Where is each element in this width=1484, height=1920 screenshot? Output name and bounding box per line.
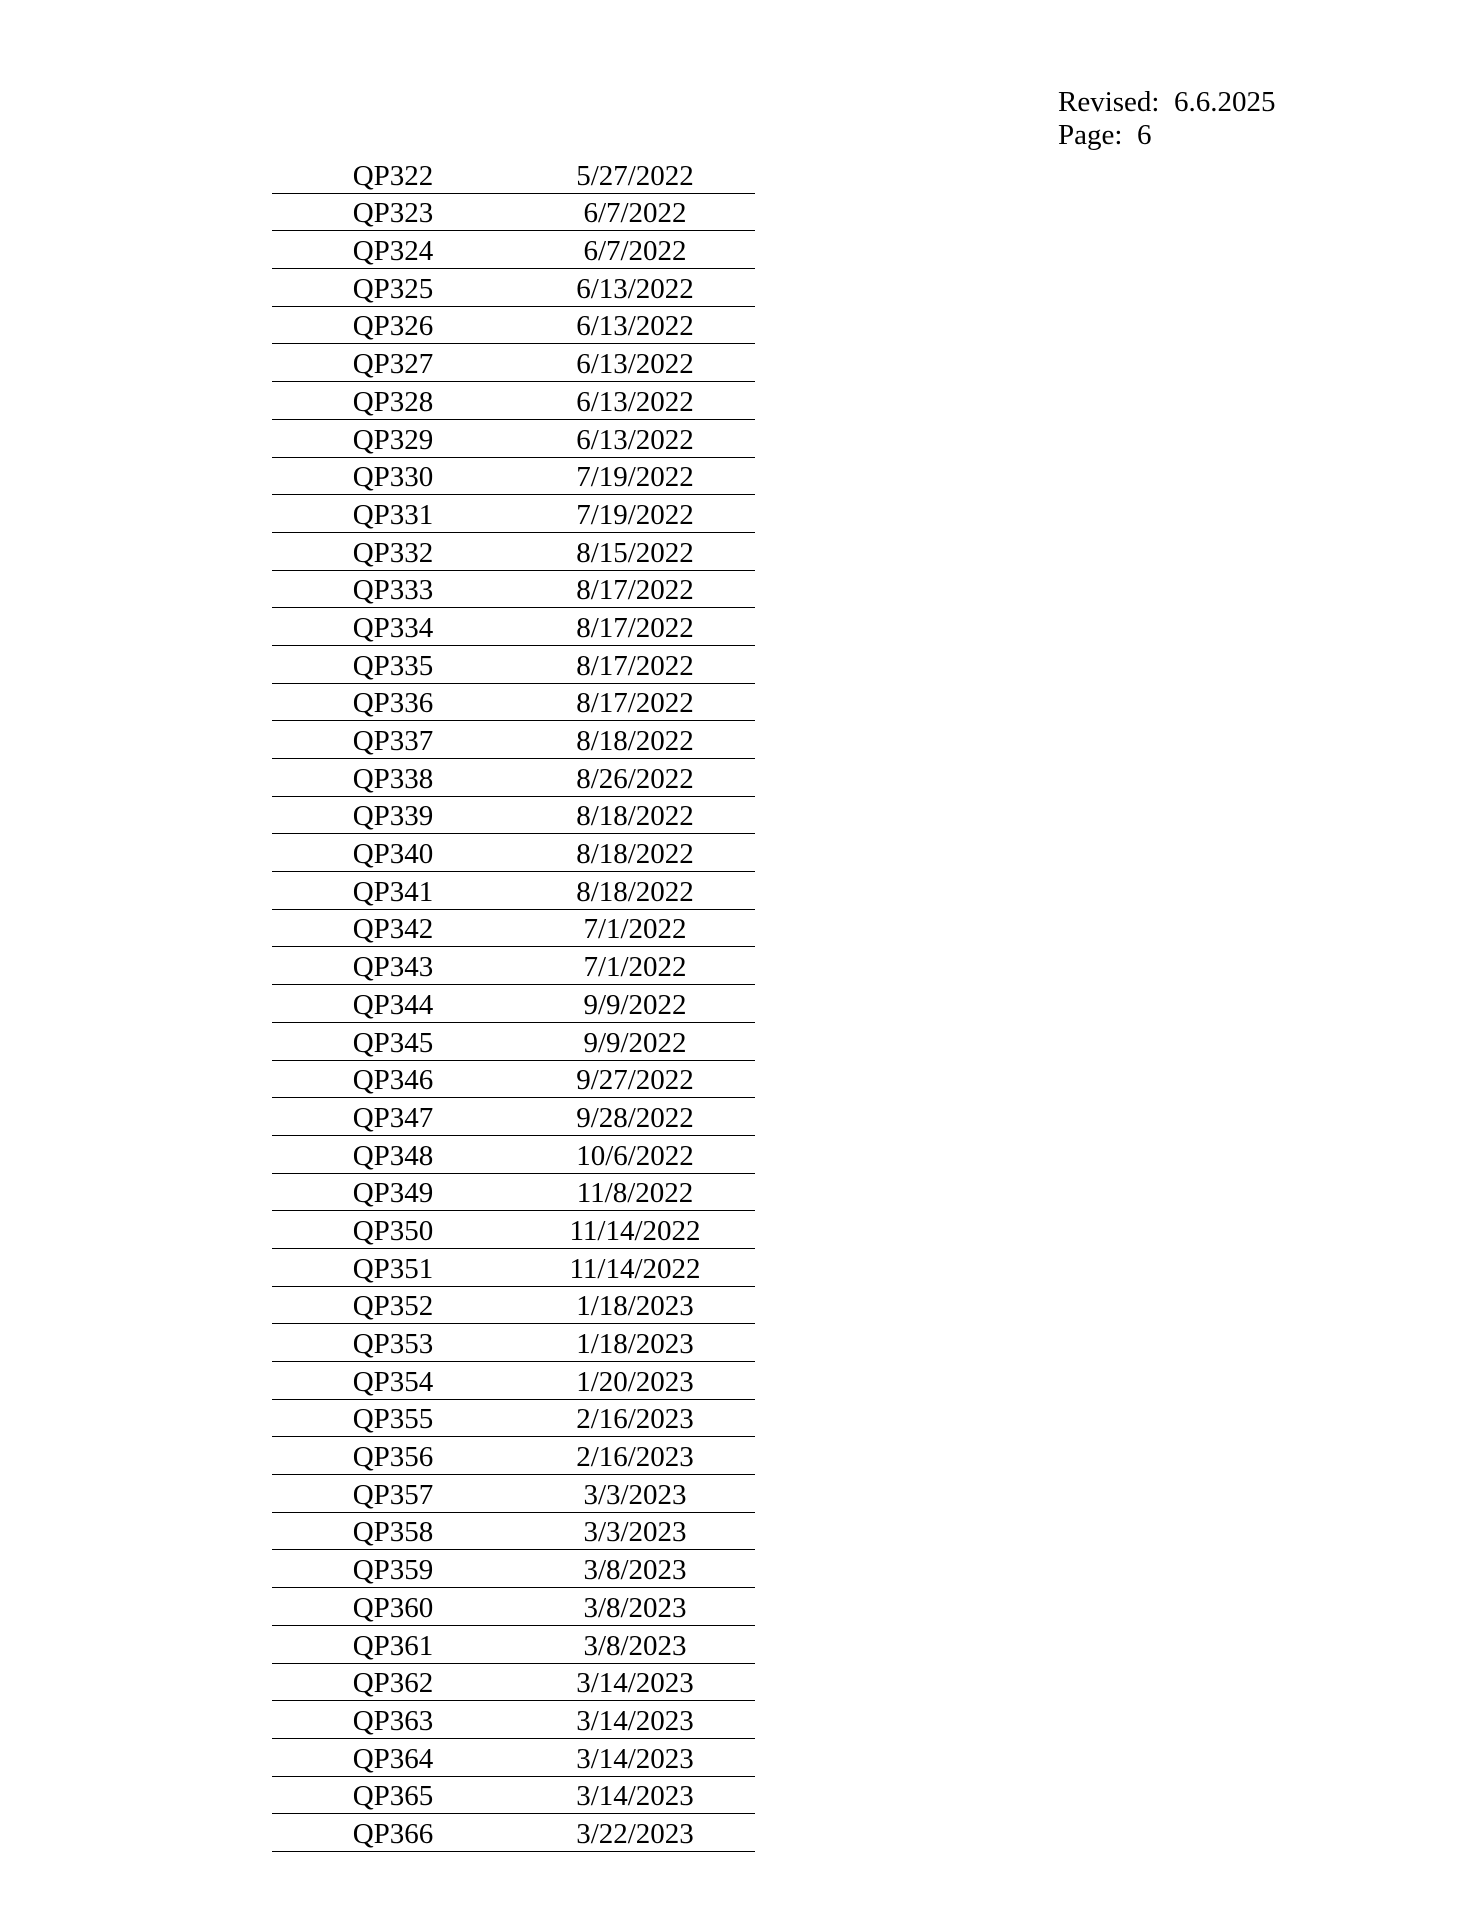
- qp-code-cell: QP366: [352, 1817, 434, 1850]
- table-row: [272, 1061, 755, 1099]
- table-row: [272, 985, 755, 1023]
- qp-code-cell: QP355: [352, 1403, 434, 1436]
- date-cell: 6/13/2022: [576, 272, 694, 305]
- date-cell: 6/7/2022: [583, 197, 687, 230]
- qp-code-cell: QP341: [352, 875, 434, 908]
- qp-code-cell: QP349: [352, 1177, 434, 1210]
- table-row: [272, 721, 755, 759]
- table-row: [272, 1701, 755, 1739]
- date-cell: 3/14/2023: [576, 1704, 694, 1737]
- table-row: [272, 1023, 755, 1061]
- table-row: [272, 382, 755, 420]
- qp-code-cell: QP322: [352, 159, 434, 192]
- date-cell: 9/9/2022: [583, 1026, 687, 1059]
- table-row: [272, 194, 755, 232]
- table-row: [272, 1588, 755, 1626]
- qp-code-cell: QP360: [352, 1591, 434, 1624]
- qp-code-cell: QP348: [352, 1139, 434, 1172]
- date-cell: 3/14/2023: [576, 1667, 694, 1700]
- qp-code-cell: QP357: [352, 1478, 434, 1511]
- table-row: [272, 910, 755, 948]
- qp-code-cell: QP365: [352, 1780, 434, 1813]
- qp-code-cell: QP362: [352, 1667, 434, 1700]
- qp-code-cell: QP354: [352, 1365, 434, 1398]
- date-cell: 6/13/2022: [576, 348, 694, 381]
- date-cell: 8/17/2022: [576, 574, 694, 607]
- revised-label: Revised:: [1058, 86, 1160, 118]
- date-cell: 6/13/2022: [576, 423, 694, 456]
- qp-code-cell: QP335: [352, 649, 434, 682]
- qp-code-cell: QP324: [352, 235, 434, 268]
- qp-code-cell: QP329: [352, 423, 434, 456]
- table-row: [272, 646, 755, 684]
- date-cell: 3/8/2023: [583, 1554, 687, 1587]
- date-cell: 8/18/2022: [576, 725, 694, 757]
- table-row: [272, 1437, 755, 1475]
- qp-code-cell: QP345: [352, 1026, 434, 1059]
- qp-code-cell: QP347: [352, 1101, 434, 1134]
- table-row: [272, 1136, 755, 1174]
- qp-code-cell: QP352: [352, 1290, 434, 1323]
- date-cell: 11/14/2022: [569, 1252, 701, 1285]
- table-row: [272, 1739, 755, 1777]
- qp-code-cell: QP363: [352, 1704, 434, 1737]
- table-row: [272, 1400, 755, 1438]
- table-row: [272, 1814, 755, 1852]
- table-row: [272, 571, 755, 609]
- table-row: [272, 533, 755, 571]
- date-cell: 2/16/2023: [576, 1441, 694, 1474]
- qp-code-cell: QP326: [352, 310, 434, 343]
- table-row: [272, 495, 755, 533]
- qp-code-cell: QP359: [352, 1554, 434, 1587]
- date-cell: 3/8/2023: [583, 1629, 687, 1662]
- qp-code-cell: QP328: [352, 385, 434, 418]
- qp-code-cell: QP350: [352, 1214, 434, 1247]
- table-row: [272, 1324, 755, 1362]
- table-row: [272, 1626, 755, 1664]
- date-cell: 11/14/2022: [569, 1214, 701, 1247]
- date-cell: 11/8/2022: [576, 1177, 694, 1210]
- qp-code-cell: QP340: [352, 838, 434, 871]
- table-row: [272, 684, 755, 722]
- date-cell: 8/26/2022: [576, 762, 694, 795]
- qp-code-cell: QP338: [352, 762, 434, 795]
- date-cell: 3/22/2023: [576, 1817, 694, 1850]
- qp-code-cell: QP323: [352, 197, 434, 230]
- revised-date: 6.6.2025: [1174, 86, 1276, 118]
- date-cell: 9/28/2022: [576, 1101, 694, 1134]
- table-row: [272, 834, 755, 872]
- qp-code-cell: QP332: [352, 536, 434, 569]
- table-row: [272, 608, 755, 646]
- date-cell: 6/13/2022: [576, 385, 694, 418]
- date-cell: 3/8/2023: [583, 1591, 687, 1624]
- table-row: [272, 1513, 755, 1551]
- table-row: [272, 797, 755, 835]
- date-cell: 8/15/2022: [576, 536, 694, 569]
- date-cell: 8/17/2022: [576, 611, 694, 644]
- qp-code-cell: QP337: [352, 725, 434, 757]
- date-cell: 7/19/2022: [576, 461, 694, 494]
- qp-code-cell: QP361: [352, 1629, 434, 1662]
- date-cell: 7/1/2022: [583, 951, 687, 984]
- date-cell: 1/20/2023: [576, 1365, 694, 1398]
- table-row: [272, 872, 755, 910]
- qp-code-cell: QP343: [352, 951, 434, 984]
- table-row: [272, 344, 755, 382]
- table-row: [272, 307, 755, 345]
- qp-code-cell: QP333: [352, 574, 434, 607]
- qp-code-cell: QP339: [352, 800, 434, 833]
- qp-code-cell: QP327: [352, 348, 434, 381]
- date-cell: 5/27/2022: [576, 159, 694, 192]
- qp-code-cell: QP351: [352, 1252, 434, 1285]
- date-cell: 9/27/2022: [576, 1064, 694, 1097]
- table-row: [272, 1362, 755, 1400]
- table-row: [272, 156, 755, 194]
- date-cell: 1/18/2023: [576, 1290, 694, 1323]
- page-number-line: [1058, 119, 1276, 152]
- table-row: [272, 1287, 755, 1325]
- table-row: [272, 231, 755, 269]
- qp-code-cell: QP364: [352, 1742, 434, 1775]
- date-cell: 8/18/2022: [576, 838, 694, 871]
- date-cell: 8/18/2022: [576, 800, 694, 833]
- table-row: [272, 458, 755, 496]
- date-cell: 8/17/2022: [576, 687, 694, 720]
- revised-line: [1058, 86, 1276, 119]
- date-cell: 10/6/2022: [576, 1139, 694, 1172]
- table-row: [272, 1098, 755, 1136]
- qp-code-cell: QP344: [352, 988, 434, 1021]
- page-label: Page:: [1058, 119, 1123, 151]
- qp-code-cell: QP346: [352, 1064, 434, 1097]
- table-row: [272, 1777, 755, 1815]
- table-row: [272, 420, 755, 458]
- page-header: [1058, 86, 1276, 152]
- qp-code-cell: QP358: [352, 1516, 434, 1549]
- date-cell: 8/17/2022: [576, 649, 694, 682]
- date-cell: 3/3/2023: [583, 1516, 687, 1549]
- table-row: [272, 1174, 755, 1212]
- date-cell: 8/18/2022: [576, 875, 694, 908]
- table-row: [272, 1249, 755, 1287]
- date-cell: 9/9/2022: [583, 988, 687, 1021]
- date-cell: 1/18/2023: [576, 1328, 694, 1360]
- table-row: [272, 947, 755, 985]
- qp-date-table: [272, 156, 755, 1852]
- date-cell: 7/1/2022: [583, 913, 687, 946]
- page-number: 6: [1136, 119, 1152, 151]
- table-row: [272, 1664, 755, 1702]
- date-cell: 2/16/2023: [576, 1403, 694, 1436]
- table-row: [272, 759, 755, 797]
- date-cell: 3/14/2023: [576, 1780, 694, 1813]
- qp-code-cell: QP334: [352, 611, 434, 644]
- date-cell: 3/14/2023: [576, 1742, 694, 1775]
- table-row: [272, 1211, 755, 1249]
- table-row: [272, 1550, 755, 1588]
- date-cell: 6/7/2022: [583, 235, 687, 268]
- qp-code-cell: QP336: [352, 687, 434, 720]
- qp-code-cell: QP331: [352, 498, 434, 531]
- date-cell: 7/19/2022: [576, 498, 694, 531]
- table-row: [272, 1475, 755, 1513]
- qp-code-cell: QP356: [352, 1441, 434, 1474]
- qp-code-cell: QP330: [352, 461, 434, 494]
- date-cell: 3/3/2023: [583, 1478, 687, 1511]
- qp-code-cell: QP353: [352, 1328, 434, 1360]
- qp-code-cell: QP342: [352, 913, 434, 946]
- table-row: [272, 269, 755, 307]
- date-cell: 6/13/2022: [576, 310, 694, 343]
- qp-code-cell: QP325: [352, 272, 434, 305]
